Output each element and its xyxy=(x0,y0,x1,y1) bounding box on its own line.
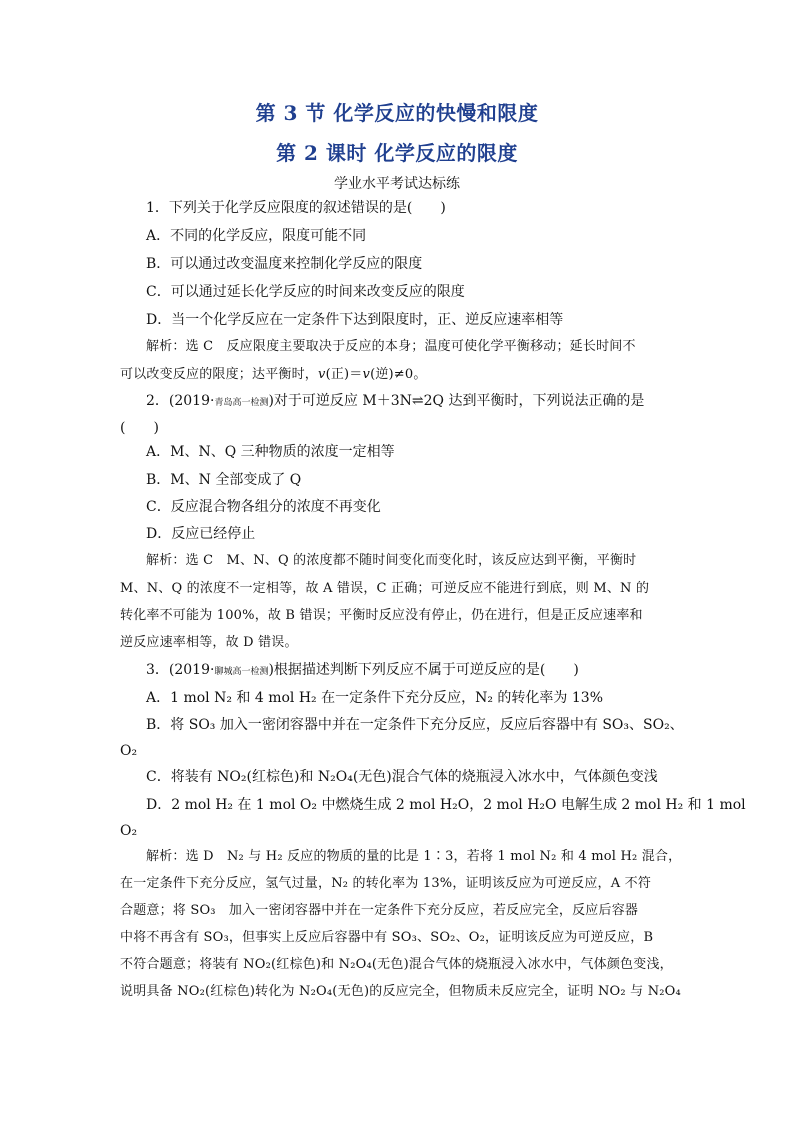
question-1-stem: 1．下列关于化学反应限度的叙述错误的是( ) xyxy=(146,200,446,216)
question-3-option-c: C．将装有 NO₂(红棕色)和 N₂O₄(无色)混合气体的烧瓶浸入冰水中，气体颜色变浅 xyxy=(146,769,658,785)
question-1-explanation-line-1: 解析：选 C 反应限度主要取决于反应的本身；温度可使化学平衡移动；延长时间不 xyxy=(146,339,636,354)
rate-symbol: v xyxy=(362,367,371,382)
question-3-option-d-continued: O₂ xyxy=(120,823,138,839)
question-source: 聊城高一检测 xyxy=(214,667,269,677)
question-3-explanation-line-4: 中将不再含有 SO₃，但事实上反应后容器中有 SO₃、SO₂、O₂，证明该反应为可逆反应，B xyxy=(120,930,654,945)
section-title: 第 3 节 化学反应的快慢和限度 xyxy=(255,101,539,125)
question-2-option-b: B．M、N 全部变成了 Q xyxy=(146,472,302,488)
question-3-explanation-line-5: 不符合题意；将装有 NO₂(红棕色)和 N₂O₄(无色)混合气体的烧瓶浸入冰水中，气体颜色变浅， xyxy=(120,957,673,972)
question-2-stem xyxy=(146,391,680,413)
question-3-option-a: A．1 mol N₂ 和 4 mol H₂ 在一定条件下充分反应，N₂ 的转化率为 13% xyxy=(146,690,604,706)
question-source: 青岛高一检测 xyxy=(214,398,269,408)
question-3-option-b-continued: O₂ xyxy=(120,743,138,759)
question-2-option-a: A．M、N、Q 三种物质的浓度一定相等 xyxy=(146,444,395,460)
question-2-explanation-line-2: M、N、Q 的浓度不一定相等，故 A 错误，C 正确；可逆反应不能进行到底，则 M、N 的 xyxy=(120,581,650,596)
question-3-stem xyxy=(146,660,680,682)
explanation-text: (正)＝ xyxy=(325,367,363,382)
question-3-option-b: B．将 SO₃ 加入一密闭容器中并在一定条件下充分反应，反应后容器中有 SO₃、SO₂、 xyxy=(146,717,684,733)
question-2-option-d: D．反应已经停止 xyxy=(146,526,256,542)
question-1-option-c: C．可以通过延长化学反应的时间来改变反应的限度 xyxy=(146,284,465,300)
question-2-explanation-line-1: 解析：选 C M、N、Q 的浓度都不随时间变化而变化时，该反应达到平衡，平衡时 xyxy=(146,553,637,568)
question-3-explanation-line-6: 说明具备 NO₂(红棕色)转化为 N₂O₄(无色)的反应完全，但物质未反应完全，证明 NO₂ 与 N₂O₄ xyxy=(120,984,681,999)
exercise-subtitle: 学业水平考试达标练 xyxy=(334,176,460,192)
question-3-option-d: D．2 mol H₂ 在 1 mol O₂ 中燃烧生成 2 mol H₂O，2 mol H₂O 电解生成 2 mol H₂ 和 1 mol xyxy=(146,797,746,813)
lesson-title: 第 2 课时 化学反应的限度 xyxy=(276,141,518,165)
stem-text: )根据描述判断下列反应不属于可逆反应的是( ) xyxy=(268,662,579,678)
question-1-option-a: A．不同的化学反应，限度可能不同 xyxy=(146,228,367,244)
question-2-explanation-line-4: 逆反应速率相等，故 D 错误。 xyxy=(120,635,298,650)
stem-text: 2．(2019· xyxy=(146,393,215,409)
stem-text: 3．(2019· xyxy=(146,662,215,678)
question-2-option-c: C．反应混合物各组分的浓度不再变化 xyxy=(146,499,381,515)
rate-symbol: v xyxy=(318,367,326,382)
question-1-option-b: B．可以通过改变温度来控制化学反应的限度 xyxy=(146,256,423,272)
question-1-option-d: D．当一个化学反应在一定条件下达到限度时，正、逆反应速率相等 xyxy=(146,312,564,328)
question-1-explanation-line-2 xyxy=(120,365,680,385)
stem-text: )对于可逆反应 M＋3N⇌2Q 达到平衡时，下列说法正确的是 xyxy=(268,393,645,409)
question-3-explanation-line-3: 合题意；将 SO₃ 加入一密闭容器中并在一定条件下充分反应，若反应完全，反应后容器 xyxy=(120,903,639,918)
question-2-stem-continued: ( ) xyxy=(120,420,159,436)
explanation-text: (逆)≠0。 xyxy=(370,367,427,382)
explanation-text: 可以改变反应的限度；达平衡时， xyxy=(120,367,319,382)
question-3-explanation-line-2: 在一定条件下充分反应，氢气过量，N₂ 的转化率为 13%，证明该反应为可逆反应，A 不符 xyxy=(120,876,652,891)
question-2-explanation-line-3: 转化率不可能为 100%，故 B 错误；平衡时反应没有停止，仍在进行，但是正反应速率和 xyxy=(120,608,643,623)
question-3-explanation-line-1: 解析：选 D N₂ 与 H₂ 反应的物质的量的比是 1∶3，若将 1 mol N₂ 和 4 mol H₂ 混合， xyxy=(146,849,682,864)
